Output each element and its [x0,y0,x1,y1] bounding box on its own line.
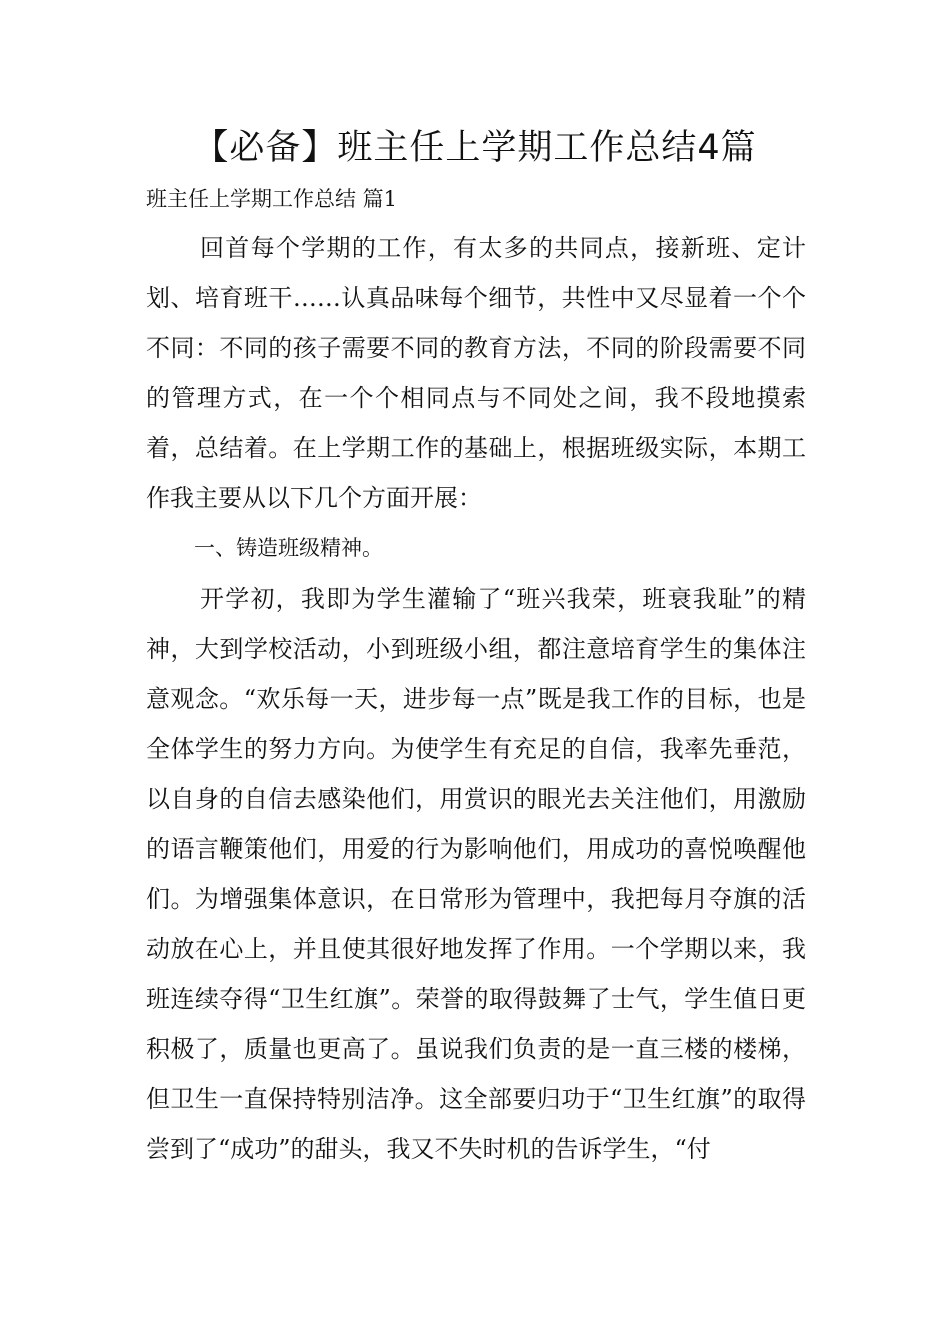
document-subtitle: 班主任上学期工作总结 篇1 [146,187,398,211]
document-title: 【必备】班主任上学期工作总结4篇 [193,128,757,168]
paragraph-body: 开学初，我即为学生灌输了“班兴我荣，班衰我耻”的精神，大到学校活动，小到班级小组，都注意培育学生的集体注意观念。“欢乐每一天，进步每一点”既是我工作的目标，也是全体学生的努力方向。为使学生有充足的自信，我率先垂范，以自身的自信去感染他们，用赏识的眼光去关注他们，用激励的语言鞭策他们，用爱的行为影响他们，用成功的喜悦唤醒他们。为增强集体意识，在日常形为管理中，我把每月夺旗的活动放在心上，并且使其很好地发挥了作用。一个学期以来，我班连续夺得“卫生红旗”。荣誉的取得鼓舞了士气，学生值日更积极了，质量也更高了。虽说我们负责的是一直三楼的楼梯，但卫生一直保持特别洁净。这全部要归功于“卫生红旗”的取得尝到了“成功”的甜头，我又不失时机的告诉学生，“付 [146,585,806,1163]
section-heading: 一、铸造班级精神。 [194,536,383,560]
paragraph-intro: 回首每个学期的工作，有太多的共同点，接新班、定计划、培育班干……认真品味每个细节，共性中又尽显着一个个不同：不同的孩子需要不同的教育方法，不同的阶段需要不同的管理方式，在一个个相同点与不同处之间，我不段地摸索着，总结着。在上学期工作的基础上，根据班级实际，本期工作我主要从以下几个方面开展： [146,234,806,512]
